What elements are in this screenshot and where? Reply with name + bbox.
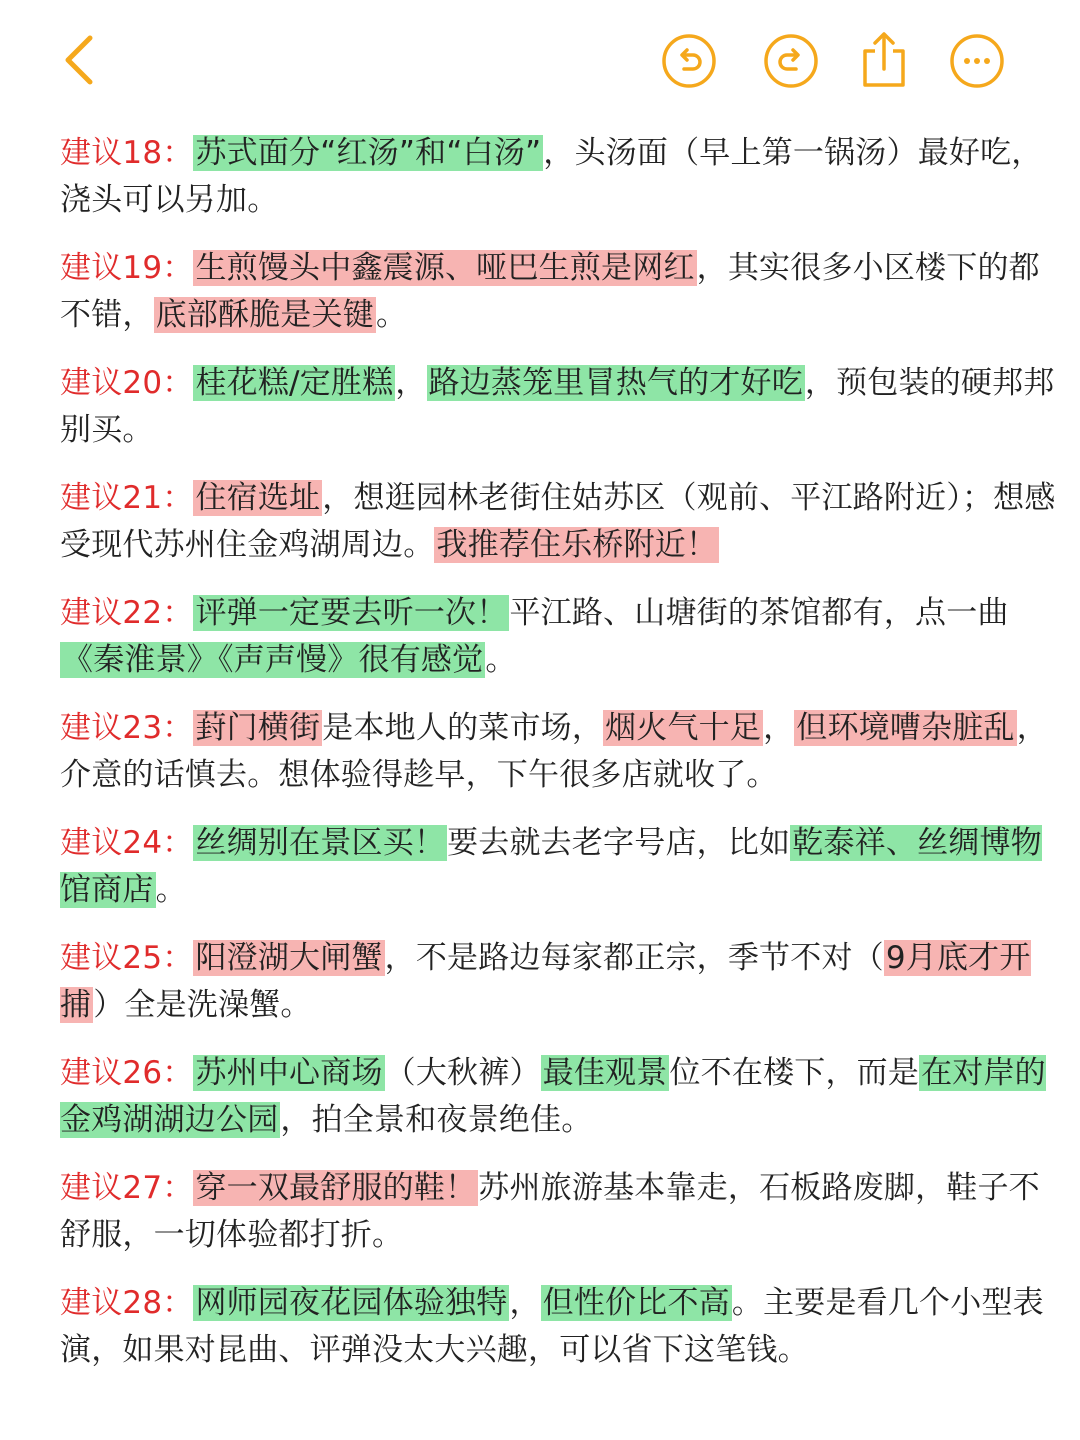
red-highlight: 但环境嘈杂脏乱	[796, 710, 1015, 746]
tip-label: 建议27：	[60, 1170, 194, 1206]
tip-label: 建议23：	[60, 710, 194, 746]
tip-text: 。	[485, 642, 517, 678]
tip-label: 建议22：	[60, 595, 194, 631]
green-highlight: 丝绸别在景区买！	[195, 825, 446, 861]
tip-text: 位不在楼下，而是	[669, 1055, 920, 1091]
tip-text: 。主要是看几个小型表演，如果对昆曲、评弹没太大兴趣，可以省下这笔钱。	[60, 1285, 1044, 1368]
green-highlight: 网师园夜花园体验独特	[195, 1285, 508, 1321]
tip-item[interactable]	[60, 820, 1062, 914]
more-icon[interactable]	[949, 33, 1005, 89]
green-highlight: 最佳观景	[542, 1055, 668, 1091]
tip-label: 建议18：	[60, 135, 194, 171]
green-highlight: 路边蒸笼里冒热气的才好吃	[428, 365, 803, 401]
tip-text: 。	[376, 297, 408, 333]
tip-item[interactable]	[60, 590, 1062, 684]
red-highlight: 阳澄湖大闸蟹	[195, 940, 383, 976]
tip-item[interactable]	[60, 130, 1062, 224]
tip-item[interactable]	[60, 705, 1062, 799]
chevron-left-icon[interactable]	[56, 30, 106, 90]
green-highlight: 评弹一定要去听一次！	[195, 595, 508, 631]
red-highlight: 我推荐住乐桥附近！	[436, 527, 718, 563]
top-toolbar	[0, 0, 1080, 120]
tip-text: ，	[395, 365, 427, 401]
tip-text: ，拍全景和夜景绝佳。	[280, 1102, 593, 1138]
tip-label: 建议25：	[60, 940, 194, 976]
tip-label: 建议24：	[60, 825, 194, 861]
tip-item[interactable]	[60, 1280, 1062, 1374]
tip-item[interactable]	[60, 475, 1062, 569]
red-highlight: 生煎馒头中鑫震源、哑巴生煎是网红	[195, 250, 695, 286]
tip-item[interactable]	[60, 935, 1062, 1029]
share-icon[interactable]	[859, 29, 909, 91]
tip-item[interactable]	[60, 1050, 1062, 1144]
tip-text: 。	[155, 872, 187, 908]
undo-icon[interactable]	[661, 33, 717, 89]
tip-text: ，头汤面（早上第一锅汤）最好吃，浇头可以另加。	[60, 135, 1043, 218]
tip-text: ，预包装的硬邦邦别买。	[60, 365, 1055, 448]
green-highlight: 桂花糕/定胜糕	[195, 365, 394, 401]
tip-text: ，不是路边每家都正宗，季节不对（	[384, 940, 884, 976]
tip-text: ）全是洗澡蟹。	[93, 987, 312, 1023]
red-highlight: 9月底才开捕	[60, 940, 1031, 1023]
tip-text: 平江路、山塘街的茶馆都有，点一曲	[509, 595, 1009, 631]
tip-text: 要去就去老字号店，比如	[447, 825, 791, 861]
green-highlight: 苏式面分“红汤”和“白汤”	[195, 135, 542, 171]
tip-text: ，	[509, 1285, 541, 1321]
red-highlight: 底部酥脆是关键	[155, 297, 375, 333]
tip-item[interactable]	[60, 1165, 1062, 1259]
tip-text: ，想逛园林老街住姑苏区（观前、平江路附近）；想感受现代苏州住金鸡湖周边。	[60, 480, 1056, 563]
tip-item[interactable]	[60, 360, 1062, 454]
tip-text: ，	[763, 710, 795, 746]
tip-text: 是本地人的菜市场，	[322, 710, 604, 746]
green-highlight: 苏州中心商场	[195, 1055, 383, 1091]
red-highlight: 烟火气十足	[605, 710, 762, 746]
red-highlight: 葑门横街	[195, 710, 321, 746]
redo-icon[interactable]	[763, 33, 819, 89]
red-highlight: 穿一双最舒服的鞋！	[195, 1170, 477, 1206]
green-highlight: 但性价比不高	[542, 1285, 730, 1321]
tip-label: 建议21：	[60, 480, 194, 516]
tips-list	[60, 130, 1062, 1395]
tip-text: 苏州旅游基本靠走，石板路废脚，鞋子不舒服，一切体验都打折。	[60, 1170, 1040, 1253]
green-highlight: 在对岸的金鸡湖湖边公园	[60, 1055, 1046, 1138]
red-highlight: 住宿选址	[195, 480, 321, 516]
tip-item[interactable]	[60, 245, 1062, 339]
tip-text: （大秋裤）	[384, 1055, 541, 1091]
tip-label: 建议20：	[60, 365, 194, 401]
tip-label: 建议19：	[60, 250, 194, 286]
tip-text: ，介意的话慎去。想体验得趁早，下午很多店就收了。	[60, 710, 1048, 793]
green-highlight: 乾泰祥、丝绸博物馆商店	[60, 825, 1042, 908]
tip-text: ，其实很多小区楼下的都不错，	[60, 250, 1040, 333]
tip-label: 建议28：	[60, 1285, 194, 1321]
green-highlight: 《秦淮景》《声声慢》很有感觉	[62, 642, 484, 678]
tip-label: 建议26：	[60, 1055, 194, 1091]
